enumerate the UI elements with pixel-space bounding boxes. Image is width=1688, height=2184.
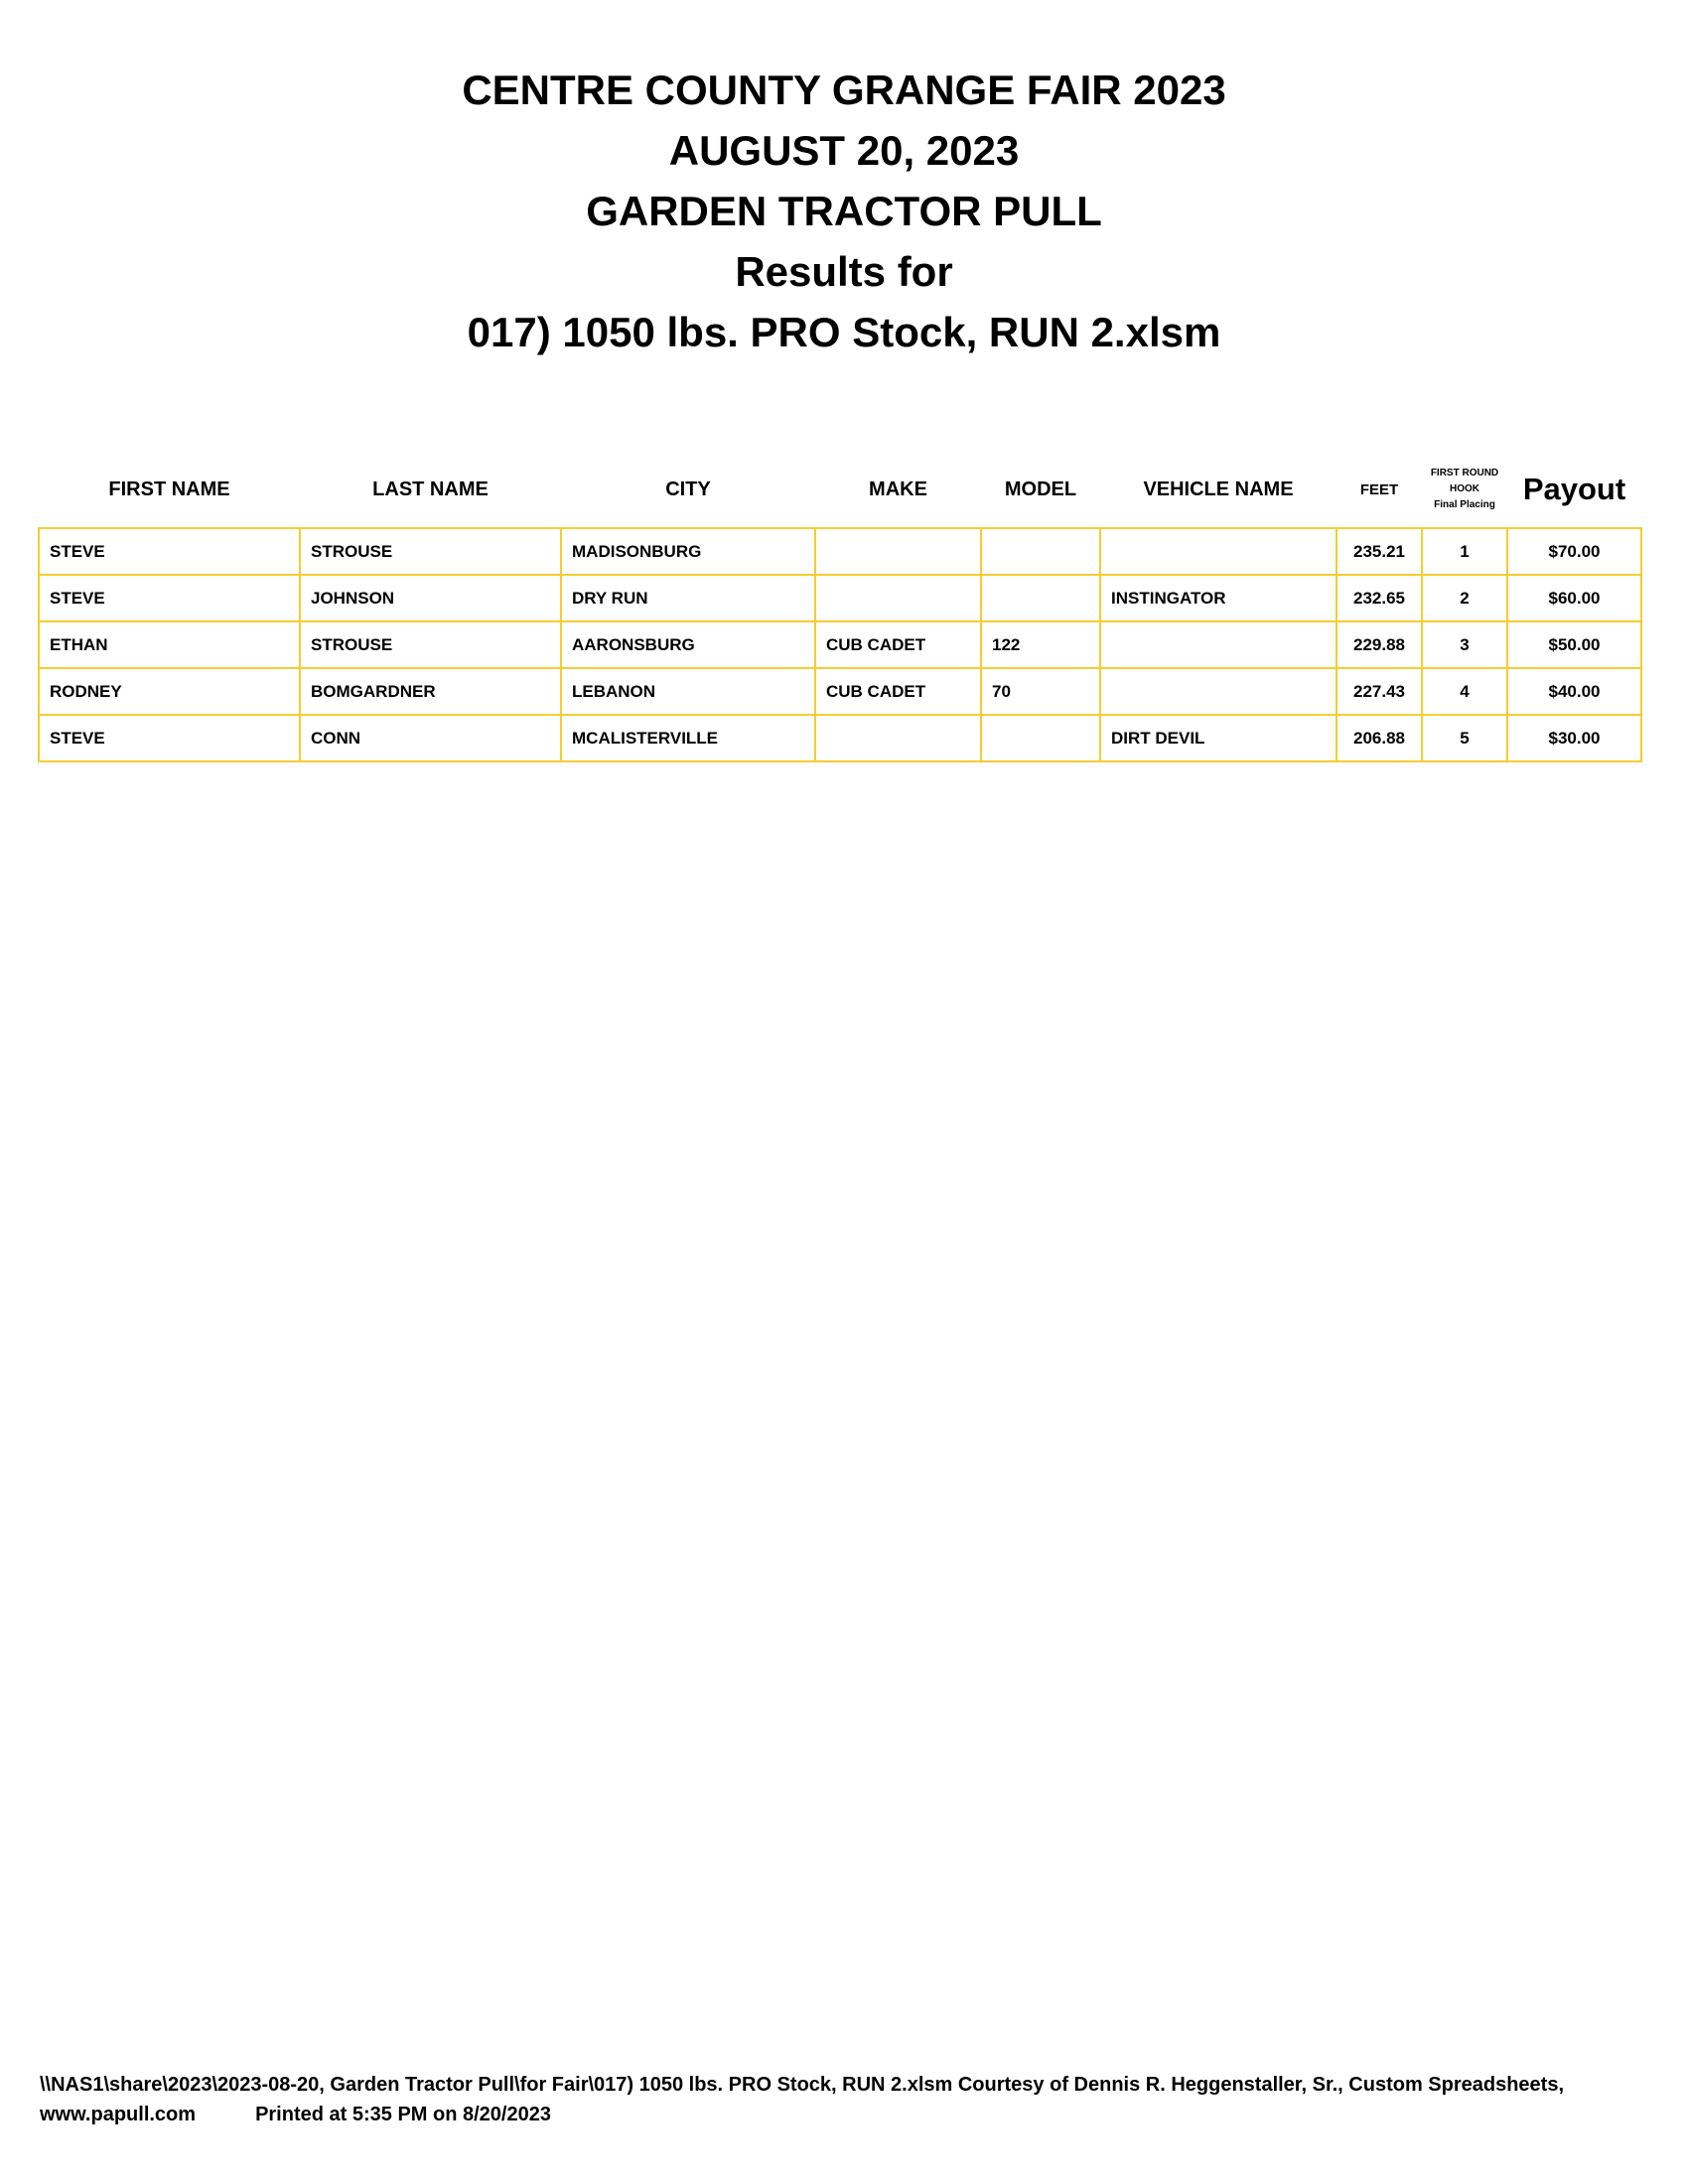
class-filename: 017) 1050 lbs. PRO Stock, RUN 2.xlsm	[467, 309, 1221, 355]
cell-place: 4	[1422, 668, 1507, 715]
table-row	[39, 715, 1641, 761]
fair-title: CENTRE COUNTY GRANGE FAIR 2023	[462, 67, 1226, 113]
cell-make: CUB CADET	[815, 668, 981, 715]
col-city: CITY	[665, 478, 711, 500]
cell-last-name: BOMGARDNER	[300, 668, 561, 715]
cell-vehicle-name: INSTINGATOR	[1100, 575, 1336, 621]
footer-path-credit: \\NAS1\share\2023\2023-08-20, Garden Tractor Pull\for Fair\017) 1050 lbs. PRO Stock, RUN 2.xlsm Courtesy of Dennis R. Heggenstaller, Sr., Custom Spreadsheets, www.papull.com	[40, 2074, 1565, 2125]
cell-last-name: STROUSE	[300, 528, 561, 575]
cell-city: LEBANON	[561, 668, 815, 715]
page-footer	[40, 2070, 1658, 2129]
results-table	[38, 452, 1642, 762]
cell-payout: $50.00	[1507, 621, 1641, 668]
cell-payout: $70.00	[1507, 528, 1641, 575]
table-row	[39, 528, 1641, 575]
cell-vehicle-name	[1100, 528, 1336, 575]
cell-first-name: STEVE	[39, 575, 300, 621]
cell-vehicle-name	[1100, 668, 1336, 715]
cell-place: 3	[1422, 621, 1507, 668]
table-row	[39, 575, 1641, 621]
cell-last-name: STROUSE	[300, 621, 561, 668]
col-model: MODEL	[1004, 478, 1077, 500]
cell-last-name: CONN	[300, 715, 561, 761]
table-header-row	[39, 452, 1641, 528]
cell-first-name: STEVE	[39, 715, 300, 761]
cell-model: 122	[981, 621, 1100, 668]
report-title	[0, 60, 1688, 362]
cell-feet: 232.65	[1336, 575, 1422, 621]
cell-first-name: RODNEY	[39, 668, 300, 715]
cell-model	[981, 715, 1100, 761]
cell-place: 5	[1422, 715, 1507, 761]
cell-vehicle-name	[1100, 621, 1336, 668]
col-first-name: FIRST NAME	[108, 478, 230, 500]
cell-make: CUB CADET	[815, 621, 981, 668]
cell-model	[981, 528, 1100, 575]
col-make: MAKE	[869, 478, 927, 500]
cell-feet: 227.43	[1336, 668, 1422, 715]
hook-label-line3: Final Placing	[1434, 499, 1495, 510]
table-row	[39, 668, 1641, 715]
cell-place: 2	[1422, 575, 1507, 621]
hook-label-line2: HOOK	[1450, 483, 1479, 494]
footer-printed-timestamp: Printed at 5:35 PM on 8/20/2023	[255, 2104, 551, 2125]
col-payout: Payout	[1522, 472, 1626, 506]
cell-city: AARONSBURG	[561, 621, 815, 668]
cell-feet: 229.88	[1336, 621, 1422, 668]
cell-payout: $30.00	[1507, 715, 1641, 761]
results-for-label: Results for	[735, 248, 953, 295]
cell-vehicle-name: DIRT DEVIL	[1100, 715, 1336, 761]
col-vehicle-name: VEHICLE NAME	[1143, 478, 1294, 500]
hook-label-line1: FIRST ROUND	[1430, 468, 1499, 478]
col-last-name: LAST NAME	[372, 478, 489, 500]
cell-place: 1	[1422, 528, 1507, 575]
cell-payout: $60.00	[1507, 575, 1641, 621]
table-row	[39, 621, 1641, 668]
cell-feet: 206.88	[1336, 715, 1422, 761]
cell-model: 70	[981, 668, 1100, 715]
cell-feet: 235.21	[1336, 528, 1422, 575]
event-date: AUGUST 20, 2023	[668, 127, 1020, 174]
cell-make	[815, 575, 981, 621]
cell-city: DRY RUN	[561, 575, 815, 621]
cell-payout: $40.00	[1507, 668, 1641, 715]
cell-model	[981, 575, 1100, 621]
cell-last-name: JOHNSON	[300, 575, 561, 621]
cell-make	[815, 528, 981, 575]
col-hook-placing	[1422, 452, 1507, 528]
col-feet: FEET	[1359, 480, 1399, 498]
event-name: GARDEN TRACTOR PULL	[586, 188, 1102, 234]
cell-city: MCALISTERVILLE	[561, 715, 815, 761]
cell-first-name: ETHAN	[39, 621, 300, 668]
cell-first-name: STEVE	[39, 528, 300, 575]
cell-city: MADISONBURG	[561, 528, 815, 575]
cell-make	[815, 715, 981, 761]
